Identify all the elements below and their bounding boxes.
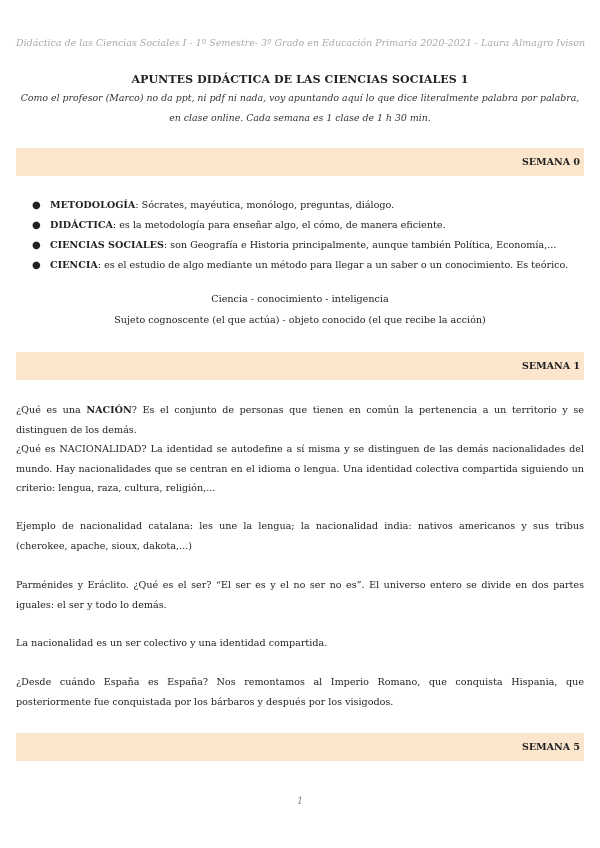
definition-term: CIENCIAS SOCIALES	[50, 240, 164, 251]
collective-being-paragraph: La nacionalidad es un ser colectivo y una identidad compartida.	[16, 638, 328, 649]
nacionalidad-paragraph: ¿Qué es NACIONALIDAD? La identidad se autodefine a sí misma y se distinguen de las demás nacionalidades del mundo. Hay nacionalidades que se centran en el idioma o lengua. Una identidad colectiva compartida siguiendo un criterio: lengua, raza, cultura, religión,...	[16, 444, 584, 494]
page-number: 1	[296, 796, 304, 807]
week-1-bar	[16, 352, 584, 380]
definition-term: METODOLOGÍA	[50, 200, 136, 211]
parmenides-paragraph: Parménides y Eráclito. ¿Qué es el ser? “El ser es y el no ser no es”. El universo entero se divide en dos partes iguales: el ser y todo lo demás.	[16, 580, 584, 611]
concept-chain-line: Ciencia - conocimiento - inteligencia	[211, 294, 389, 305]
subject-object-line: Sujeto cognoscente (el que actúa) - objeto conocido (el que recibe la acción)	[114, 315, 486, 326]
week-5-bar	[16, 733, 584, 761]
subtitle-line-1: Como el profesor (Marco) no da ppt, ni pdf ni nada, voy apuntando aquí lo que dice literalmente palabra por palabra,	[20, 93, 580, 104]
spain-history-paragraph: ¿Desde cuándo España es España? Nos remontamos al Imperio Romano, que conquista Hispania, que posteriormente fue conquistada por los bárbaros y después por los visigodos.	[16, 677, 584, 708]
nacion-definition: ? Es el conjunto de personas que tienen en común la pertenencia a un territorio y se distinguen de los demás.	[16, 405, 584, 436]
week-0-bar	[16, 148, 584, 176]
definition-text: : es el estudio de algo mediante un método para llegar a un saber o un conocimiento. Es teórico.	[97, 260, 569, 271]
bullet-icon: ●	[32, 260, 41, 271]
definition-term: CIENCIA	[50, 260, 98, 271]
definition-text: : es la metodología para enseñar algo, el cómo, de manera eficiente.	[112, 220, 446, 231]
bullet-icon: ●	[32, 220, 41, 231]
week-5-label: SEMANA 5	[522, 742, 580, 753]
nacion-paragraph	[16, 401, 584, 440]
week-1-label: SEMANA 1	[522, 361, 580, 372]
definition-item	[32, 236, 584, 256]
week-0-label: SEMANA 0	[522, 157, 580, 168]
definition-term: DIDÁCTICA	[50, 220, 113, 231]
bullet-icon: ●	[32, 200, 41, 211]
definition-item	[32, 216, 584, 236]
definition-item	[32, 196, 584, 216]
definition-item	[32, 256, 584, 276]
nacion-question-start: ¿Qué es una	[16, 405, 87, 416]
subtitle-line-2: en clase online. Cada semana es 1 clase de 1 h 30 min.	[169, 113, 431, 124]
running-header: Didáctica de las Ciencias Sociales I - 1º Semestre- 3º Grado en Educación Primaria 2020-2021 - Laura Almagro Ivison	[16, 38, 586, 49]
definition-text: : Sócrates, mayéutica, monólogo, preguntas, diálogo.	[135, 200, 395, 211]
definition-text: : son Geografía e Historia principalmente, aunque también Política, Economía,...	[163, 240, 557, 251]
nacion-term: NACIÓN	[86, 405, 132, 416]
document-title: APUNTES DIDÁCTICA DE LAS CIENCIAS SOCIALES 1	[131, 73, 469, 86]
example-paragraph: Ejemplo de nacionalidad catalana: les une la lengua; la nacionalidad india: nativos americanos y sus tribus (cherokee, apache, sioux, dakota,...)	[16, 521, 584, 552]
definitions-list	[32, 196, 584, 276]
bullet-icon: ●	[32, 240, 41, 251]
